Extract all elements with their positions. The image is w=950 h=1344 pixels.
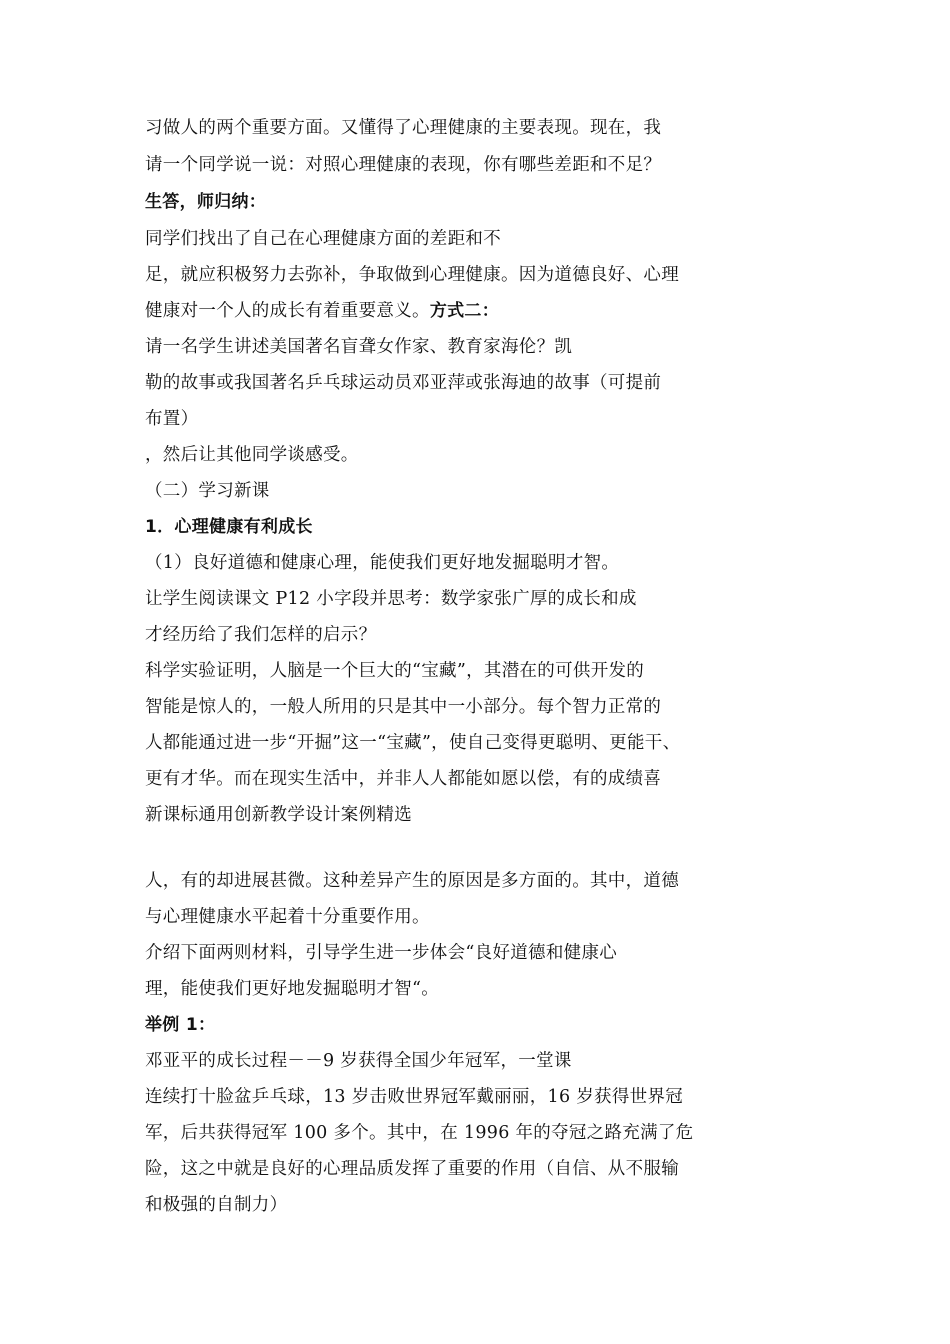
method-two-heading: 方式二： [429, 301, 500, 321]
text-line: 同学们找出了自己在心理健康方面的差距和不 [145, 229, 501, 249]
text-segment: 健康对一个人的成长有着重要意义。 [145, 301, 430, 321]
example-heading: 举例 1： [145, 1015, 216, 1035]
text-line: 介绍下面两则材料，引导学生进一步体会“良好道德和健康心 [145, 943, 618, 963]
text-line: 邓亚平的成长过程－－9 岁获得全国少年冠军，一堂课 [145, 1051, 572, 1071]
text-line: 更有才华。而在现实生活中，并非人人都能如愿以偿，有的成绩喜 [145, 769, 662, 789]
text-line: ，然后让其他同学谈感受。 [145, 445, 359, 465]
running-footer: 新课标通用创新教学设计案例精选 [145, 805, 412, 825]
text-line: 请一名学生讲述美国著名盲聋女作家、教育家海伦？凯 [145, 337, 573, 357]
text-line: 军，后共获得冠军 100 多个。其中，在 1996 年的夺冠之路充满了危 [145, 1123, 694, 1143]
text-line: 科学实验证明，人脑是一个巨大的“宝藏”，其潜在的可供开发的 [145, 661, 645, 681]
text-line: 人，有的却进展甚微。这种差异产生的原因是多方面的。其中，道德 [145, 871, 679, 891]
text-line: 让学生阅读课文 P12 小字段并思考：数学家张广厚的成长和成 [145, 589, 637, 609]
text-line: 智能是惊人的，一般人所用的只是其中一小部分。每个智力正常的 [145, 697, 662, 717]
section-title: （二）学习新课 [145, 481, 270, 501]
text-line: 请一个同学说一说：对照心理健康的表现，你有哪些差距和不足？ [145, 155, 662, 175]
text-line [145, 299, 499, 323]
text-line: 和极强的自制力） [145, 1195, 288, 1215]
text-line: （1）良好道德和健康心理，能使我们更好地发掘聪明才智。 [145, 553, 620, 573]
section-heading: 生答，师归纳： [145, 192, 267, 212]
text-line: 人都能通过进一步“开掘”这一“宝藏”，使自己变得更聪明、更能干、 [145, 733, 681, 753]
text-line: 习做人的两个重要方面。又懂得了心理健康的主要表现。现在，我 [145, 118, 662, 138]
text-line: 勒的故事或我国著名乒乓球运动员邓亚萍或张海迪的故事（可提前 [145, 373, 662, 393]
subsection-heading: 1．心理健康有利成长 [145, 517, 313, 537]
text-line: 布置） [145, 409, 199, 429]
text-line: 与心理健康水平起着十分重要作用。 [145, 907, 430, 927]
text-line: 理，能使我们更好地发掘聪明才智“。 [145, 979, 440, 999]
text-line: 足，就应积极努力去弥补，争取做到心理健康。因为道德良好、心理 [145, 265, 679, 285]
text-line: 险，这之中就是良好的心理品质发挥了重要的作用（自信、从不服输 [145, 1159, 679, 1179]
text-line: 才经历给了我们怎样的启示？ [145, 625, 377, 645]
text-line: 连续打十脸盆乒乓球，13 岁击败世界冠军戴丽丽，16 岁获得世界冠 [145, 1087, 684, 1107]
